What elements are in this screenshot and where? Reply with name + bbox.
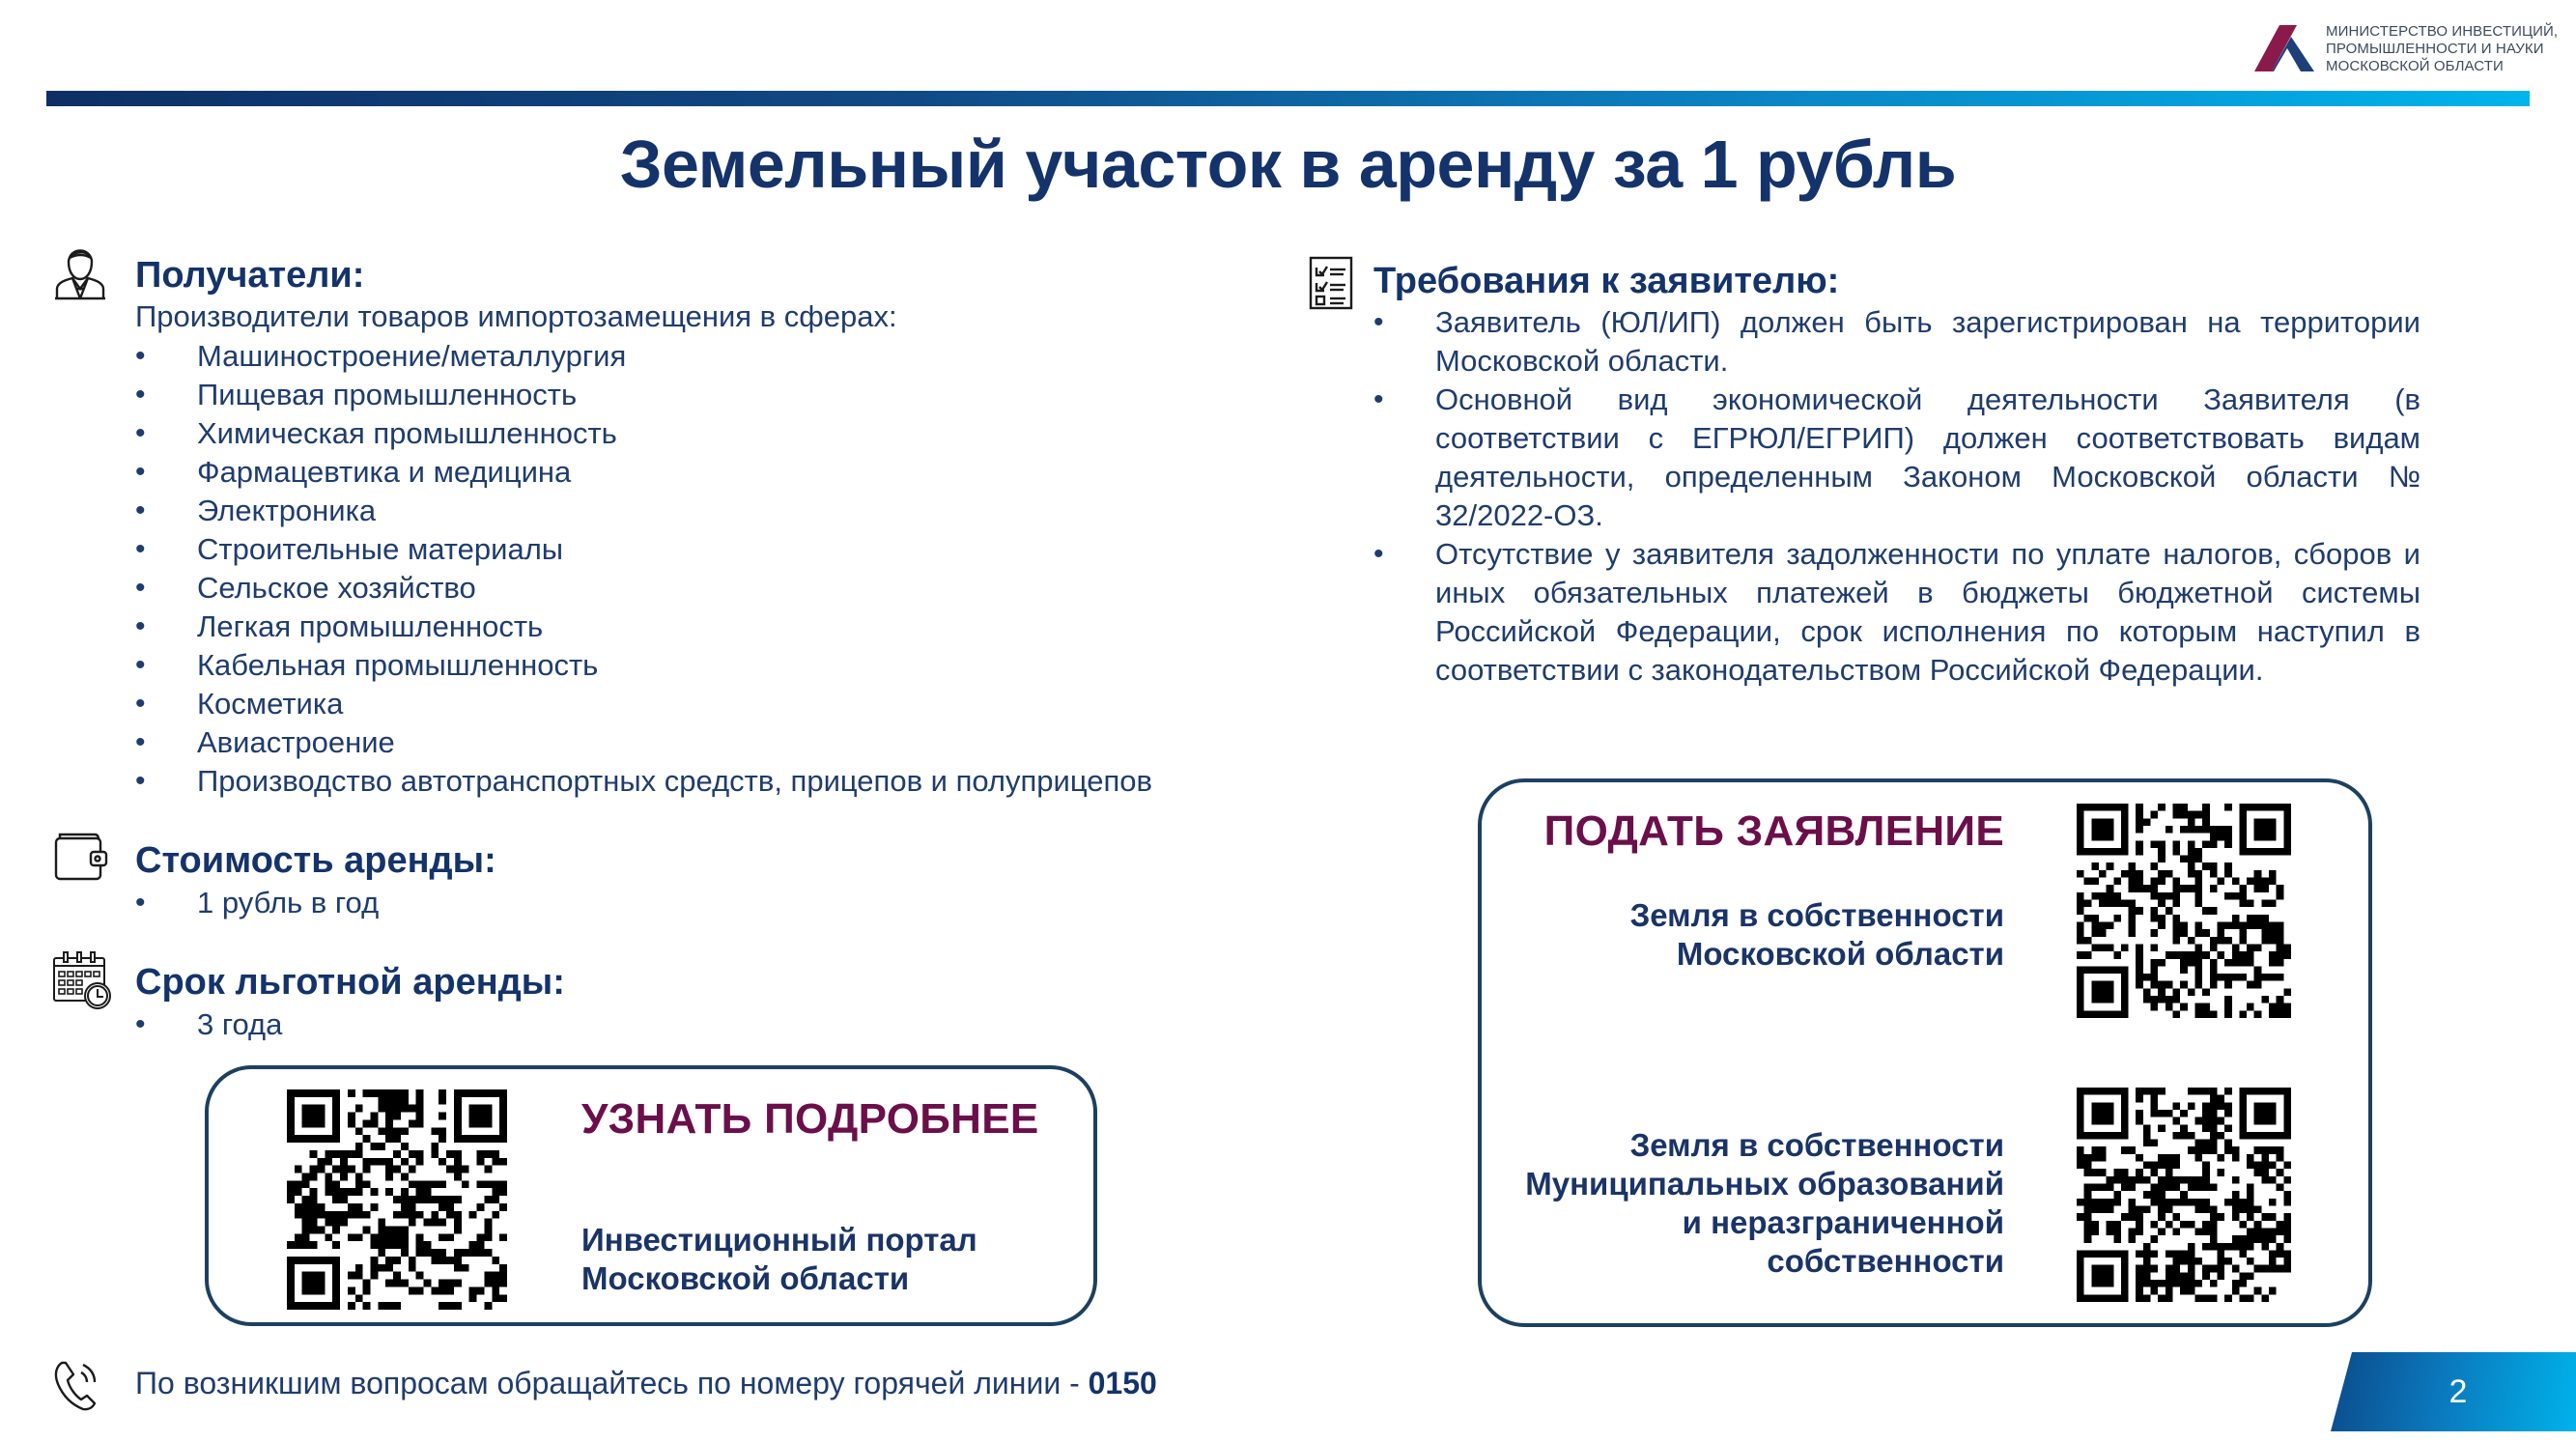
learn-more-line-2: Московской области bbox=[581, 1260, 910, 1296]
list-item: • Заявитель (ЮЛ/ИП) должен быть зарегистрирован на территории Московской области. bbox=[1373, 303, 2420, 381]
option2-line-3: и неразграниченной bbox=[1682, 1204, 2004, 1240]
page-title: Земельный участок в аренду за 1 рубль bbox=[619, 127, 1957, 202]
recipients-lead: Производители товаров импортозамещения в сферах: bbox=[135, 299, 897, 333]
ministry-logo bbox=[2252, 23, 2316, 75]
requirements-list bbox=[1373, 303, 2420, 690]
checklist-icon bbox=[1309, 256, 1353, 310]
requirements-heading: Требования к заявителю: bbox=[1373, 261, 1840, 301]
calendar-clock-icon bbox=[52, 950, 112, 1010]
list-item: • Отсутствие у заявителя задолженности по уплате налогов, сборов и иных обязательных платежей в бюджеты бюджетной системы Российской Федерации, срок исполнения по которым наступил в соответствии с законодательством Российской Федерации. bbox=[1373, 535, 2420, 690]
list-item: • Сельское хозяйство bbox=[135, 569, 1152, 608]
person-icon bbox=[53, 244, 107, 300]
header-gradient-bar bbox=[46, 91, 2530, 106]
qr-code-municipal-land[interactable] bbox=[2077, 1088, 2291, 1302]
option2-line-2: Муниципальных образований bbox=[1525, 1166, 2004, 1202]
list-item: • Машиностроение/металлургия bbox=[135, 337, 1152, 376]
qr-code-icon bbox=[2077, 804, 2291, 1018]
list-item: • Химическая промышленность bbox=[135, 414, 1152, 453]
apply-option-municipal-land bbox=[1478, 1126, 2004, 1281]
list-item: • 3 года bbox=[135, 1005, 282, 1044]
ministry-name bbox=[2326, 23, 2572, 75]
learn-more-line-1: Инвестиционный портал bbox=[581, 1222, 977, 1258]
option1-line-2: Московской области bbox=[1676, 936, 2004, 972]
list-item: • Кабельная промышленность bbox=[135, 646, 1152, 685]
qr-code-icon bbox=[287, 1089, 507, 1310]
option2-line-1: Земля в собственности bbox=[1629, 1127, 2004, 1163]
hotline-text bbox=[135, 1366, 1157, 1401]
list-item: • Основной вид экономической деятельности Заявителя (в соответствии с ЕГРЮЛ/ЕГРИП) должен соответствовать видам деятельности, определенным Законом Московской области № 32/2022-ОЗ. bbox=[1373, 381, 2420, 535]
qr-code-icon bbox=[2077, 1088, 2291, 1302]
term-heading: Срок льготной аренды: bbox=[135, 962, 565, 1003]
hotline-number[interactable]: 0150 bbox=[1088, 1366, 1157, 1400]
qr-code-learn-more[interactable] bbox=[287, 1089, 507, 1310]
apply-cta[interactable]: ПОДАТЬ ЗАЯВЛЕНИЕ bbox=[1543, 807, 2004, 855]
learn-more-cta[interactable]: УЗНАТЬ ПОДРОБНЕЕ bbox=[581, 1095, 1039, 1143]
apply-option-regional-land bbox=[1478, 896, 2004, 974]
ministry-name-line-2: ПРОМЫШЛЕННОСТИ И НАУКИ bbox=[2326, 41, 2544, 57]
list-item: • Легкая промышленность bbox=[135, 608, 1152, 646]
option2-line-4: собственности bbox=[1767, 1243, 2004, 1279]
page-number: 2 bbox=[2449, 1373, 2468, 1410]
list-item: • 1 рубль в год bbox=[135, 884, 379, 922]
list-item: • Косметика bbox=[135, 685, 1152, 723]
term-list bbox=[135, 1005, 282, 1044]
phone-icon bbox=[52, 1357, 102, 1411]
ministry-name-line-3: МОСКОВСКОЙ ОБЛАСТИ bbox=[2326, 58, 2504, 74]
qr-code-regional-land[interactable] bbox=[2077, 804, 2291, 1018]
list-item: • Фармацевтика и медицина bbox=[135, 453, 1152, 492]
recipients-heading: Получатели: bbox=[135, 255, 365, 296]
list-item: • Строительные материалы bbox=[135, 530, 1152, 569]
ministry-logo-icon bbox=[2252, 23, 2316, 75]
wallet-icon bbox=[54, 833, 108, 881]
list-item: • Производство автотранспортных средств, прицепов и полуприцепов bbox=[135, 762, 1152, 801]
list-item: • Авиастроение bbox=[135, 723, 1152, 762]
hotline-label: По возникшим вопросам обращайтесь по номеру горячей линии - bbox=[135, 1366, 1089, 1400]
recipients-list bbox=[135, 337, 1152, 801]
option1-line-1: Земля в собственности bbox=[1629, 897, 2004, 933]
cost-heading: Стоимость аренды: bbox=[135, 840, 496, 881]
learn-more-description bbox=[581, 1221, 977, 1298]
ministry-name-line-1: МИНИСТЕРСТВО ИНВЕСТИЦИЙ, bbox=[2326, 23, 2559, 40]
cost-list bbox=[135, 884, 379, 922]
list-item: • Пищевая промышленность bbox=[135, 376, 1152, 414]
list-item: • Электроника bbox=[135, 492, 1152, 530]
